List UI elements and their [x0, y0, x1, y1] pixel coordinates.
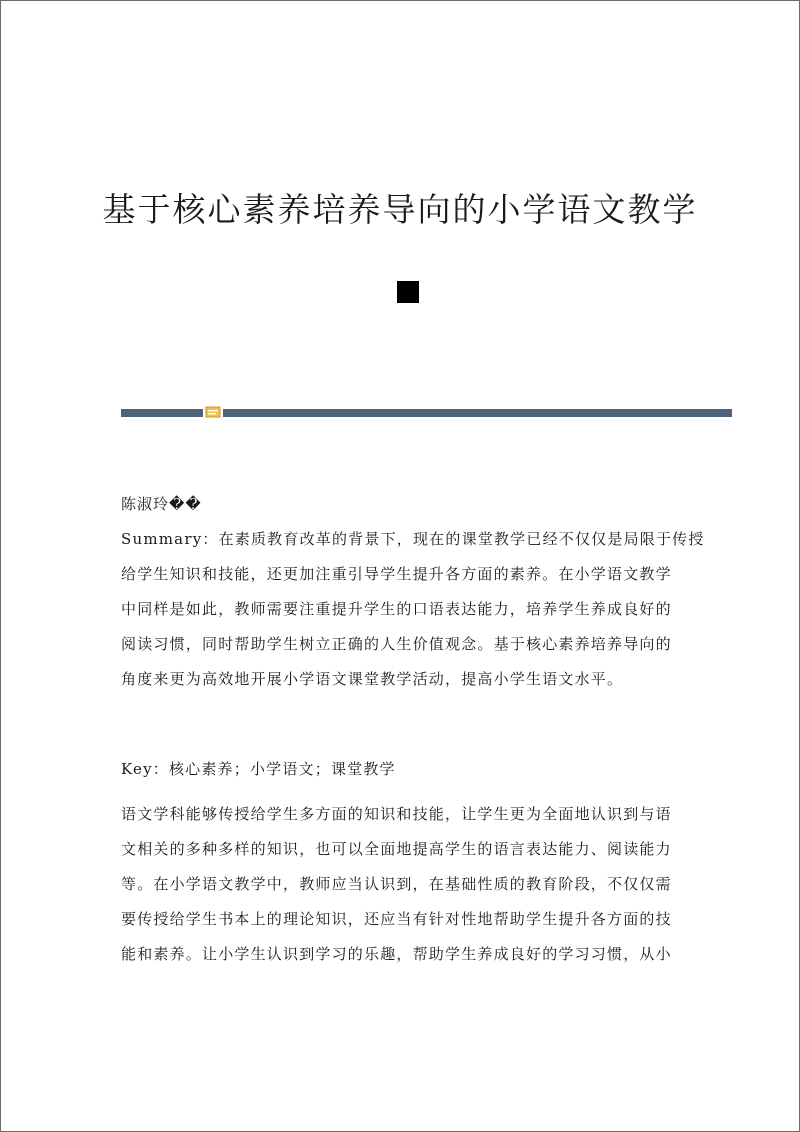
body-line: 语文学科能够传授给学生多方面的知识和技能，让学生更为全面地认识到与语: [121, 805, 672, 823]
author-name: 陈淑玲��: [121, 495, 202, 513]
title-square-mark: [397, 281, 419, 303]
body-line: 文相关的多种多样的知识，也可以全面地提高学生的语言表达能力、阅读能力: [121, 840, 672, 858]
keywords-paragraph: [121, 752, 681, 787]
divider-left: [121, 409, 203, 417]
summary-line: 阅读习惯，同时帮助学生树立正确的人生价值观念。基于核心素养培养导向的: [121, 635, 672, 653]
divider-right: [223, 409, 732, 417]
summary-line: 给学生知识和技能，还更加注重引导学生提升各方面的素养。在小学语文教学: [121, 565, 672, 583]
document-icon: [205, 405, 221, 419]
keywords-line: Key：核心素养；小学语文；课堂教学: [121, 760, 396, 778]
document-title: 基于核心素养培养导向的小学语文教学: [102, 190, 698, 229]
summary-line: 中同样是如此，教师需要注重提升学生的口语表达能力，培养学生养成良好的: [121, 600, 672, 618]
body-paragraph: [121, 797, 681, 972]
summary-line: 角度来更为高效地开展小学语文课堂教学活动，提高小学生语文水平。: [121, 670, 624, 688]
body-line: 等。在小学语文教学中，教师应当认识到，在基础性质的教育阶段，不仅仅需: [121, 875, 672, 893]
body-line: 要传授给学生书本上的理论知识，还应当有针对性地帮助学生提升各方面的技: [121, 910, 672, 928]
summary-paragraph: [121, 522, 705, 697]
summary-line: Summary：在素质教育改革的背景下，现在的课堂教学已经不仅仅是局限于传授: [121, 530, 705, 548]
body-line: 能和素养。让小学生认识到学习的乐趣，帮助学生养成良好的学习习惯，从小: [121, 945, 672, 963]
